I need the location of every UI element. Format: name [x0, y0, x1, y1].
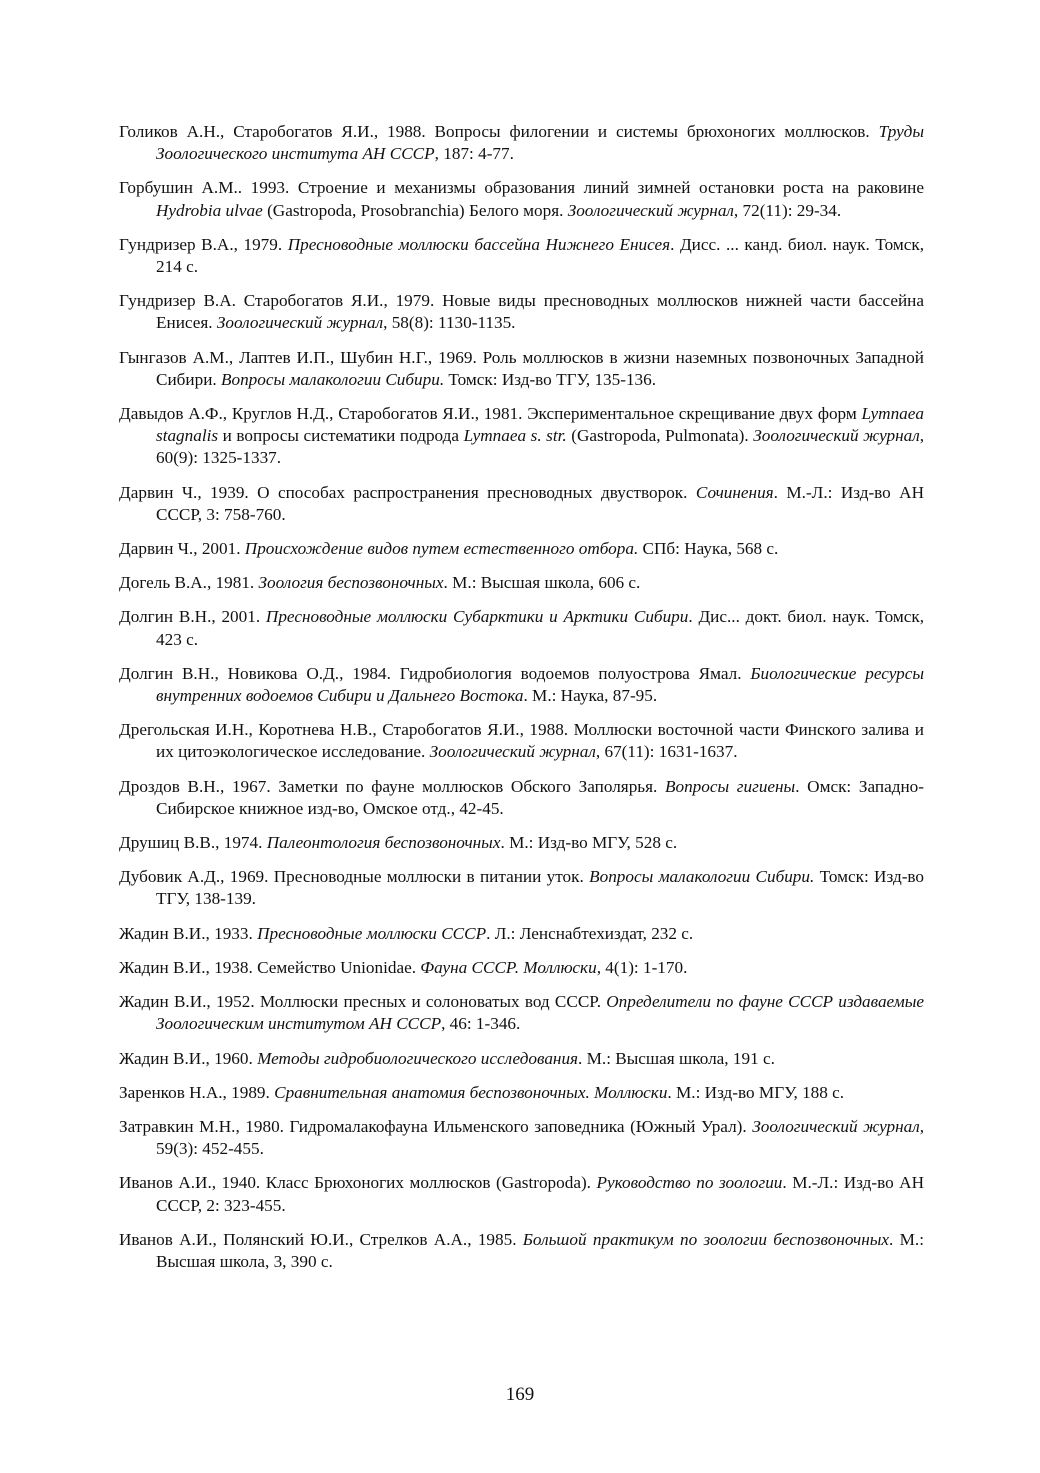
reference-text: . Омск: Западно-Сибирское книжное изд-во, Омское отд., 42-45. [156, 776, 924, 818]
reference-text: Жадин В.И., 1933. [119, 923, 258, 943]
reference-italic-text: Зоологический журнал [567, 200, 734, 220]
reference-text: (Gastropoda, Pulmonata). [566, 426, 754, 446]
reference-text: . М.-Л.: Изд-во АН СССР, 3: 758-760. [156, 482, 925, 524]
reference-entry [119, 482, 924, 526]
reference-italic-text: Вопросы малакологии Сибири. [589, 867, 815, 887]
reference-entry [119, 957, 924, 979]
reference-text: Дроздов В.Н., 1967. Заметки по фауне моллюсков Обского Заполярья. [119, 776, 665, 796]
reference-entry [119, 177, 924, 221]
reference-text: . М.: Изд-во МГУ, 528 с. [500, 833, 678, 853]
reference-entry [119, 776, 924, 820]
reference-text: Затравкин М.Н., 1980. Гидромалакофауна Ильменского заповедника (Южный Урал). [119, 1116, 753, 1136]
reference-italic-text: Вопросы малакологии Сибири. [221, 369, 445, 389]
reference-text: Долгин В.Н., 2001. [119, 607, 266, 627]
reference-text: Гундризер В.А. Старобогатов Я.И., 1979. Новые виды пресноводных моллюсков нижней части бассейна Енисея. [119, 291, 924, 333]
reference-italic-text: Биологические ресурсы внутренних водоемов Сибири и Дальнего Востока [156, 663, 924, 706]
reference-text: Иванов А.И., 1940. Класс Брюхоногих моллюсков (Gastropoda). [119, 1173, 597, 1193]
reference-entry [119, 234, 924, 278]
reference-italic-text: Пресноводные моллюски Субарктики и Арктики Сибири [265, 607, 689, 627]
reference-text: , 46: 1-346. [441, 1014, 521, 1034]
reference-entry [119, 572, 924, 594]
reference-entry [119, 121, 924, 165]
reference-entry [119, 663, 924, 707]
reference-text: . М.: Высшая школа, 606 с. [443, 573, 641, 593]
reference-entry [119, 538, 924, 560]
reference-entry [119, 403, 924, 470]
reference-italic-text: Hydrobia ulvae [156, 200, 263, 220]
reference-italic-text: Руководство по зоологии [596, 1173, 783, 1193]
reference-italic-text: Lymnaea s. str. [463, 426, 567, 446]
reference-text: СПб: Наука, 568 с. [638, 539, 779, 559]
reference-italic-text: Сравнительная анатомия беспозвоночных. Моллюски [274, 1082, 668, 1102]
reference-text: Горбушин А.М.. 1993. Строение и механизмы образования линий зимней остановки роста на раковине [119, 178, 924, 198]
reference-text: , 67(11): 1631-1637. [595, 742, 738, 762]
reference-text: , 187: 4-77. [434, 144, 514, 164]
reference-entry [119, 290, 924, 334]
reference-text: . М.: Изд-во МГУ, 188 с. [667, 1082, 845, 1102]
reference-italic-text: Определители по фауне СССР издаваемые Зоологическим институтом АН СССР [156, 992, 924, 1034]
reference-italic-text: Палеонтология беспозвоночных [266, 833, 501, 853]
reference-text: Иванов А.И., Полянский Ю.И., Стрелков А.А., 1985. [119, 1229, 523, 1249]
reference-text: Томск: Изд-во ТГУ, 138-139. [156, 867, 925, 909]
reference-text: , 60(9): 1325-1337. [156, 426, 924, 468]
reference-entry [119, 1229, 924, 1273]
reference-entry [119, 1116, 924, 1160]
reference-italic-text: Зоологический журнал [752, 1116, 920, 1136]
reference-italic-text: Сочинения [695, 482, 774, 502]
reference-text: , 59(3): 452-455. [156, 1116, 925, 1159]
reference-text: Жадин В.И., 1952. Моллюски пресных и солоноватых вод СССР. [119, 992, 607, 1012]
reference-italic-text: Lymnaea stagnalis [156, 404, 924, 446]
reference-text: Гынгазов А.М., Лаптев И.П., Шубин Н.Г., 1969. Роль моллюсков в жизни наземных позвоночных Западной Сибири. [119, 347, 924, 389]
reference-italic-text: Большой практикум по зоологии беспозвоночных [522, 1229, 890, 1249]
reference-text: (Gastropoda, Prosobranchia) Белого моря. [262, 200, 568, 220]
reference-entry [119, 866, 924, 910]
reference-entry [119, 991, 924, 1035]
reference-text: Друшиц В.В., 1974. [119, 833, 267, 853]
reference-text: Томск: Изд-во ТГУ, 135-136. [444, 369, 657, 389]
reference-entry [119, 347, 924, 391]
reference-text: Давыдов А.Ф., Круглов Н.Д., Старобогатов Я.И., 1981. Экспериментальное скрещивание двух форм [119, 404, 862, 424]
reference-entry [119, 1172, 924, 1216]
reference-entry [119, 719, 924, 763]
reference-italic-text: Зоологический журнал [753, 426, 920, 446]
reference-text: . Дисс. ... канд. биол. наук. Томск, 214 с. [156, 234, 925, 277]
reference-text: , 72(11): 29-34. [733, 200, 842, 220]
page-number: 169 [505, 1384, 535, 1405]
reference-text: Дарвин Ч., 1939. О способах распространения пресноводных двустворок. [119, 482, 696, 502]
reference-entry [119, 606, 924, 650]
reference-entry [119, 1048, 924, 1070]
reference-italic-text: Вопросы гигиены [665, 776, 796, 796]
reference-italic-text: Труды Зоологического института АН СССР [156, 122, 924, 164]
reference-list [119, 121, 924, 1285]
reference-text: , 4(1): 1-170. [596, 957, 688, 977]
reference-text: Долгин В.Н., Новикова О.Д., 1984. Гидробиология водоемов полуострова Ямал. [119, 663, 751, 683]
reference-text: . М.-Л.: Изд-во АН СССР, 2: 323-455. [156, 1173, 924, 1215]
reference-text: Дарвин Ч., 2001. [119, 539, 245, 559]
reference-italic-text: Пресноводные моллюски бассейна Нижнего Енисея [287, 234, 671, 254]
reference-text: Жадин В.И., 1938. Семейство Unionidae. [119, 957, 421, 977]
reference-entry [119, 832, 924, 854]
reference-text: . М.: Наука, 87-95. [523, 686, 658, 706]
reference-text: Гундризер В.А., 1979. [119, 234, 288, 254]
reference-italic-text: Пресноводные моллюски СССР [257, 923, 487, 943]
reference-entry [119, 1082, 924, 1104]
reference-italic-text: Происхождение видов путем естественного отбора. [244, 539, 639, 559]
reference-text: Голиков А.Н., Старобогатов Я.И., 1988. Вопросы филогении и системы брюхоногих моллюсков. [119, 122, 879, 141]
reference-text: Жадин В.И., 1960. [119, 1048, 258, 1068]
reference-text: , 58(8): 1130-1135. [383, 313, 516, 333]
reference-italic-text: Зоология беспозвоночных [258, 573, 444, 593]
reference-italic-text: Фауна СССР. Моллюски [420, 957, 597, 977]
reference-text: . Дис... докт. биол. наук. Томск, 423 с. [156, 607, 924, 649]
reference-text: Догель В.А., 1981. [119, 573, 259, 593]
reference-text: и вопросы систематики подрода [218, 426, 464, 446]
reference-italic-text: Зоологический журнал [216, 313, 384, 333]
reference-italic-text: Методы гидробиологического исследования [257, 1048, 579, 1068]
reference-text: Дрегольская И.Н., Коротнева Н.В., Старобогатов Я.И., 1988. Моллюски восточной части Финского залива и их цитоэкологическое исследование. [119, 720, 924, 762]
reference-text: . М.: Высшая школа, 191 с. [578, 1048, 775, 1068]
reference-text: Заренков Н.А., 1989. [119, 1082, 275, 1102]
reference-text: . М.: Высшая школа, 3, 390 с. [156, 1229, 924, 1271]
reference-text: Дубовик А.Д., 1969. Пресноводные моллюски в питании уток. [119, 867, 590, 887]
reference-italic-text: Зоологический журнал [429, 742, 596, 762]
reference-text: . Л.: Ленснабтехиздат, 232 с. [486, 923, 694, 943]
reference-entry [119, 923, 924, 945]
